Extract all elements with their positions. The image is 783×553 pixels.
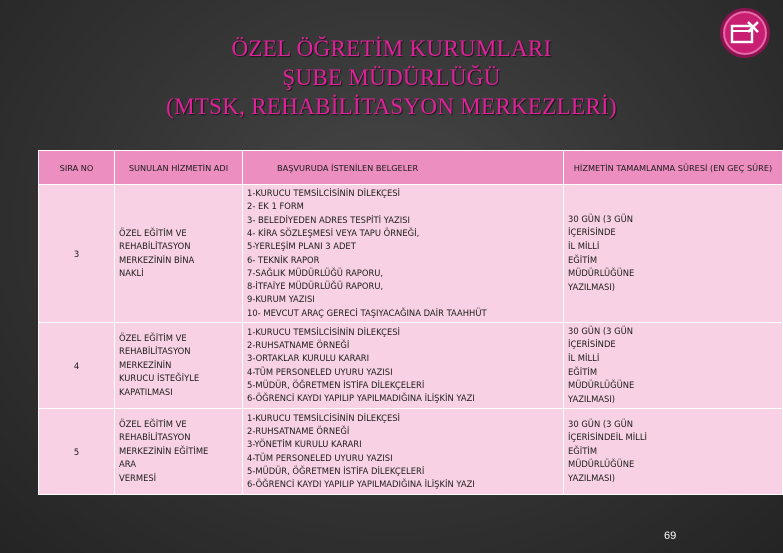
table-row: [39, 185, 783, 323]
row-number: 5: [39, 409, 115, 495]
required-documents: [243, 185, 564, 323]
header-sira-no: SIRA NO: [39, 151, 115, 185]
service-name-line: MERKEZİNİN EĞİTİME: [119, 445, 209, 456]
completion-time-line: YAZILMASI): [568, 281, 616, 292]
title-line-3: (MTSK, REHABİLİTASYON MERKEZLERİ): [166, 94, 617, 119]
exit-window-button[interactable]: [720, 8, 770, 58]
completion-time-line: İL MİLLİ: [568, 240, 600, 251]
header-hizmet-adi: SUNULAN HİZMETİN ADI: [115, 151, 243, 185]
service-name-line: KURUCU İSTEĞİYLE: [119, 373, 200, 384]
required-documents-line: 4- KİRA SÖZLEŞMESİ VEYA TAPU ÖRNEĞİ,: [247, 227, 420, 238]
service-name-line: ÖZEL EĞİTİM VE: [119, 227, 187, 238]
completion-time-line: İÇERİSİNDEİL MİLLİ: [568, 432, 647, 443]
table-row: [39, 409, 783, 495]
service-name-line: ÖZEL EĞİTİM VE: [119, 332, 187, 343]
row-number: 4: [39, 323, 115, 409]
required-documents-line: 5-YERLEŞİM PLANI 3 ADET: [247, 241, 356, 252]
table-row: [39, 323, 783, 409]
slide-title: [0, 34, 783, 121]
service-name-line: VERMESİ: [119, 472, 157, 483]
exit-window-icon: [730, 20, 760, 46]
required-documents-line: 1-KURUCU TEMSİLCİSİNİN DİLEKÇESİ: [247, 326, 401, 337]
required-documents-line: 1-KURUCU TEMSİLCİSİNİN DİLEKÇESİ: [247, 188, 401, 199]
required-documents-line: 5-MÜDÜR, ÖĞRETMEN İSTİFA DİLEKÇELERİ: [247, 465, 425, 476]
completion-time-line: MÜDÜRLÜĞÜNE: [568, 268, 635, 279]
required-documents: [243, 409, 564, 495]
service-name-line: ARA: [119, 459, 136, 470]
completion-time-line: YAZILMASI): [568, 472, 616, 483]
required-documents-line: 9-KURUM YAZISI: [247, 294, 315, 305]
completion-time-line: İÇERİSİNDE: [568, 227, 616, 238]
completion-time: [564, 323, 783, 409]
required-documents-line: 3-ORTAKLAR KURULU KARARI: [247, 353, 370, 364]
service-name-line: NAKLİ: [119, 268, 144, 278]
required-documents: [243, 323, 564, 409]
service-name-line: KAPATILMASI: [119, 386, 173, 397]
required-documents-line: 1-KURUCU TEMSİLCİSİNİN DİLEKÇESİ: [247, 412, 401, 423]
service-name-line: REHABİLİTASYON: [119, 241, 191, 251]
required-documents-line: 2-RUHSATNAME ÖRNEĞİ: [247, 425, 350, 436]
table-header-row: [39, 151, 783, 185]
required-documents-line: 6- TEKNİK RAPOR: [247, 254, 320, 265]
completion-time: [564, 409, 783, 495]
required-documents-line: 4-TÜM PERSONELED UYURU YAZISI: [247, 366, 393, 377]
required-documents-line: 10- MEVCUT ARAÇ GERECİ TAŞIYACAĞINA DAİR TAAHHÜT: [247, 307, 487, 318]
service-name-line: MERKEZİNİN: [119, 359, 172, 370]
completion-time: [564, 185, 783, 323]
service-name: [115, 409, 243, 495]
page-number: 69: [664, 530, 677, 542]
header-belgeler: BAŞVURUDA İSTENİLEN BELGELER: [243, 151, 564, 185]
completion-time-line: MÜDÜRLÜĞÜNE: [568, 380, 635, 391]
completion-time-line: YAZILMASI): [568, 393, 616, 404]
title-line-1: ÖZEL ÖĞRETİM KURUMLARI: [231, 36, 552, 61]
required-documents-line: 4-TÜM PERSONELED UYURU YAZISI: [247, 452, 393, 463]
completion-time-line: EĞİTİM: [568, 445, 598, 456]
required-documents-line: 6-ÖĞRENCİ KAYDI YAPILIP YAPILMADIĞINA İLİŞKİN YAZI: [247, 479, 475, 490]
required-documents-line: 7-SAĞLIK MÜDÜRLÜĞÜ RAPORU,: [247, 267, 384, 278]
title-line-2: ŞUBE MÜDÜRLÜĞÜ: [282, 65, 501, 90]
required-documents-line: 8-İTFAİYE MÜDÜRLÜĞÜ RAPORU,: [247, 281, 384, 292]
required-documents-line: 2- EK 1 FORM: [247, 201, 304, 212]
completion-time-line: EĞİTİM: [568, 254, 598, 265]
completion-time-line: İÇERİSİNDE: [568, 339, 616, 350]
row-number: 3: [39, 185, 115, 323]
required-documents-line: 5-MÜDÜR, ÖĞRETMEN İSTİFA DİLEKÇELERİ: [247, 379, 425, 390]
service-name-line: REHABİLİTASYON: [119, 346, 191, 357]
service-name-line: ÖZEL EĞİTİM VE: [119, 418, 187, 429]
completion-time-line: 30 GÜN (3 GÜN: [568, 418, 634, 429]
service-name-line: REHABİLİTASYON: [119, 432, 191, 443]
completion-time-line: 30 GÜN (3 GÜN: [568, 213, 634, 224]
required-documents-line: 3-YÖNETİM KURULU KARARI: [247, 439, 362, 450]
service-name: [115, 185, 243, 323]
completion-time-line: MÜDÜRLÜĞÜNE: [568, 459, 635, 470]
required-documents-line: 2-RUHSATNAME ÖRNEĞİ: [247, 339, 350, 350]
completion-time-line: EĞİTİM: [568, 366, 598, 377]
service-name: [115, 323, 243, 409]
required-documents-line: 3- BELEDİYEDEN ADRES TESPİTİ YAZISI: [247, 214, 410, 225]
services-table: [38, 150, 783, 495]
service-name-line: MERKEZİNİN BİNA: [119, 254, 195, 265]
required-documents-line: 6-ÖĞRENCİ KAYDI YAPILIP YAPILMADIĞINA İLİŞKİN YAZI: [247, 393, 475, 404]
completion-time-line: 30 GÜN (3 GÜN: [568, 325, 634, 336]
header-sure: HİZMETİN TAMAMLANMA SÜRESİ (EN GEÇ SÜRE): [564, 151, 783, 185]
completion-time-line: İL MİLLİ: [568, 352, 600, 363]
